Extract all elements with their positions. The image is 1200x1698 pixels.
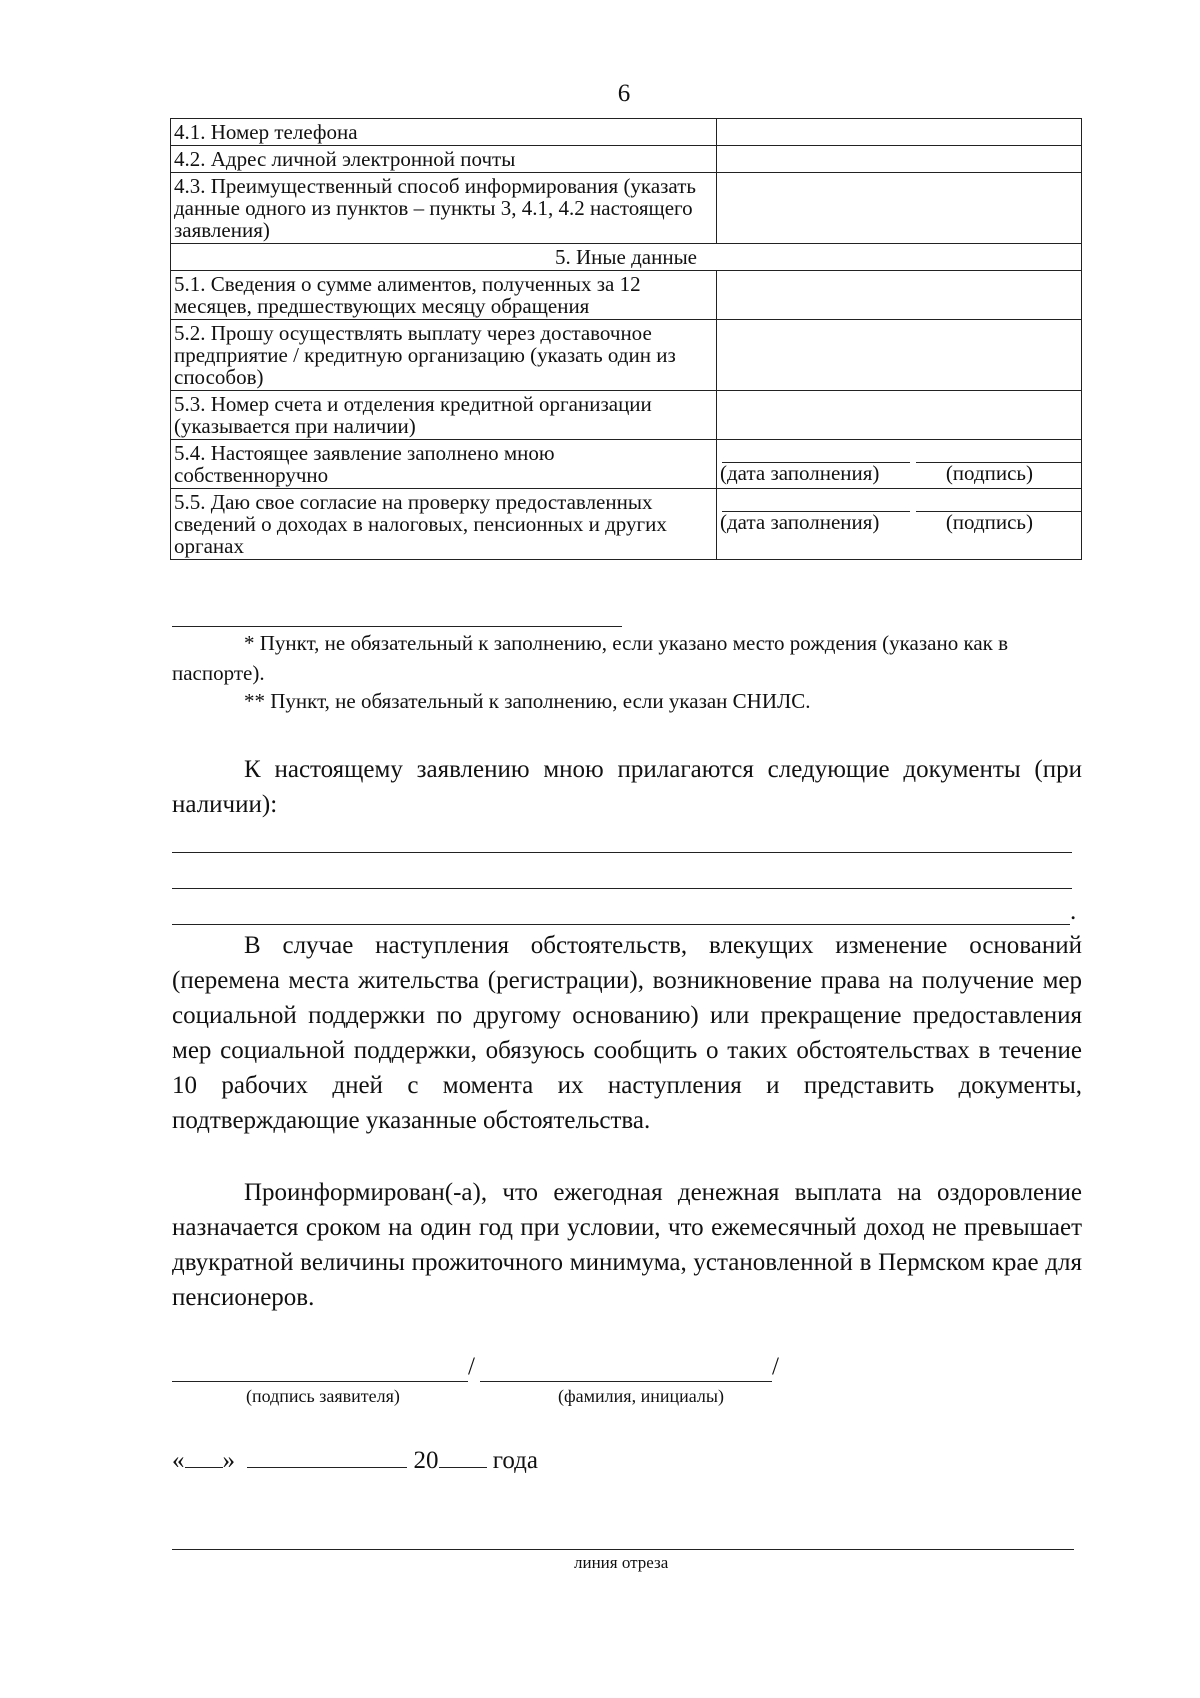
separator-slash: / — [772, 1353, 779, 1380]
table-row — [171, 271, 1082, 320]
date-filled-caption: (дата заполнения) — [720, 510, 880, 534]
field-label-payment-method: 5.2. Прошу осуществлять выплату через доставочное предприятие / кредитную организацию (указать один из способов) — [171, 320, 717, 391]
field-label-email: 4.2. Адрес личной электронной почты — [171, 146, 717, 173]
separator-slash: / — [468, 1353, 475, 1380]
applicant-name-line[interactable] — [480, 1381, 772, 1382]
field-label-alimony: 5.1. Сведения о сумме алиментов, полученных за 12 месяцев, предшествующих месяцу обращения — [171, 271, 717, 320]
field-value-phone[interactable] — [717, 119, 1082, 146]
table-row — [171, 244, 1082, 271]
field-value-alimony[interactable] — [717, 271, 1082, 320]
applicant-signature-line[interactable] — [172, 1381, 468, 1382]
informed-paragraph: Проинформирован(-а), что ежегодная денежная выплата на оздоровление назначается сроком на один год при условии, что ежемесячный доход не превышает двукратной величины прожиточного минимума, установленной в Пермском крае для пенсионеров. — [172, 1179, 1082, 1311]
table-row — [171, 391, 1082, 440]
month-blank[interactable] — [247, 1445, 407, 1468]
application-form-table — [170, 118, 1082, 560]
close-quote: » — [222, 1447, 235, 1474]
obligation-paragraph: В случае наступления обстоятельств, влекущих изменение оснований (перемена места жительства (регистрации), возникновение права на получение мер социальной поддержки по другому основанию) или прекращение предоставления мер социальной поддержки, обязуюсь сообщить о таких обстоятельствах в течение 10 рабочих дней с момента их наступления и представить документы, подтверждающие указанные обстоятельства. — [172, 932, 1082, 1134]
field-value-bank-account[interactable] — [717, 391, 1082, 440]
signature-caption: (подпись) — [945, 510, 1033, 534]
period-mark: . — [1070, 898, 1077, 925]
table-row — [171, 440, 1082, 489]
date-line — [172, 1445, 538, 1475]
field-label-bank-account: 5.3. Номер счета и отделения кредитной организации (указывается при наличии) — [171, 391, 717, 440]
attachment-blank-line-2[interactable] — [172, 888, 1072, 889]
footnote-1: * Пункт, не обязательный к заполнению, если указано место рождения (указано как в паспорте). — [172, 631, 1009, 685]
day-blank[interactable] — [185, 1445, 223, 1468]
year-prefix: 20 — [413, 1447, 439, 1474]
page-number: 6 — [617, 80, 631, 107]
attachments-paragraph: К настоящему заявлению мною прилагаются следующие документы (при наличии): — [172, 756, 1082, 818]
cut-line — [172, 1549, 1074, 1550]
table-row — [171, 320, 1082, 391]
table-row — [171, 489, 1082, 560]
signature-cell-filled-personally[interactable] — [717, 440, 1082, 489]
attachment-blank-line-1[interactable] — [172, 852, 1072, 853]
applicant-signature-caption: (подпись заявителя) — [246, 1386, 400, 1406]
table-row — [171, 119, 1082, 146]
applicant-name-caption: (фамилия, инициалы) — [558, 1386, 724, 1406]
field-label-filled-personally: 5.4. Настоящее заявление заполнено мною собственноручно — [171, 440, 717, 489]
section-header-other-data: 5. Иные данные — [171, 244, 1082, 271]
footnote-divider — [172, 626, 622, 627]
footnote-2: ** Пункт, не обязательный к заполнению, если указан СНИЛС. — [244, 689, 811, 713]
signature-caption: (подпись) — [945, 461, 1033, 485]
year-word: года — [492, 1447, 538, 1474]
field-label-phone: 4.1. Номер телефона — [171, 119, 717, 146]
field-value-contact-method[interactable] — [717, 173, 1082, 244]
signature-cell-consent[interactable] — [717, 489, 1082, 560]
field-value-payment-method[interactable] — [717, 320, 1082, 391]
cut-line-caption: линия отреза — [574, 1553, 669, 1572]
table-row — [171, 146, 1082, 173]
open-quote: « — [172, 1447, 185, 1474]
field-label-consent: 5.5. Даю свое согласие на проверку предоставленных сведений о доходах в налоговых, пенсионных и других органах — [171, 489, 717, 560]
date-filled-caption: (дата заполнения) — [720, 461, 880, 485]
year-blank[interactable] — [439, 1445, 487, 1468]
attachment-blank-line-3[interactable] — [172, 924, 1070, 925]
field-label-contact-method: 4.3. Преимущественный способ информирования (указать данные одного из пунктов – пункты 3, 4.1, 4.2 настоящего заявления) — [171, 173, 717, 244]
table-row — [171, 173, 1082, 244]
field-value-email[interactable] — [717, 146, 1082, 173]
